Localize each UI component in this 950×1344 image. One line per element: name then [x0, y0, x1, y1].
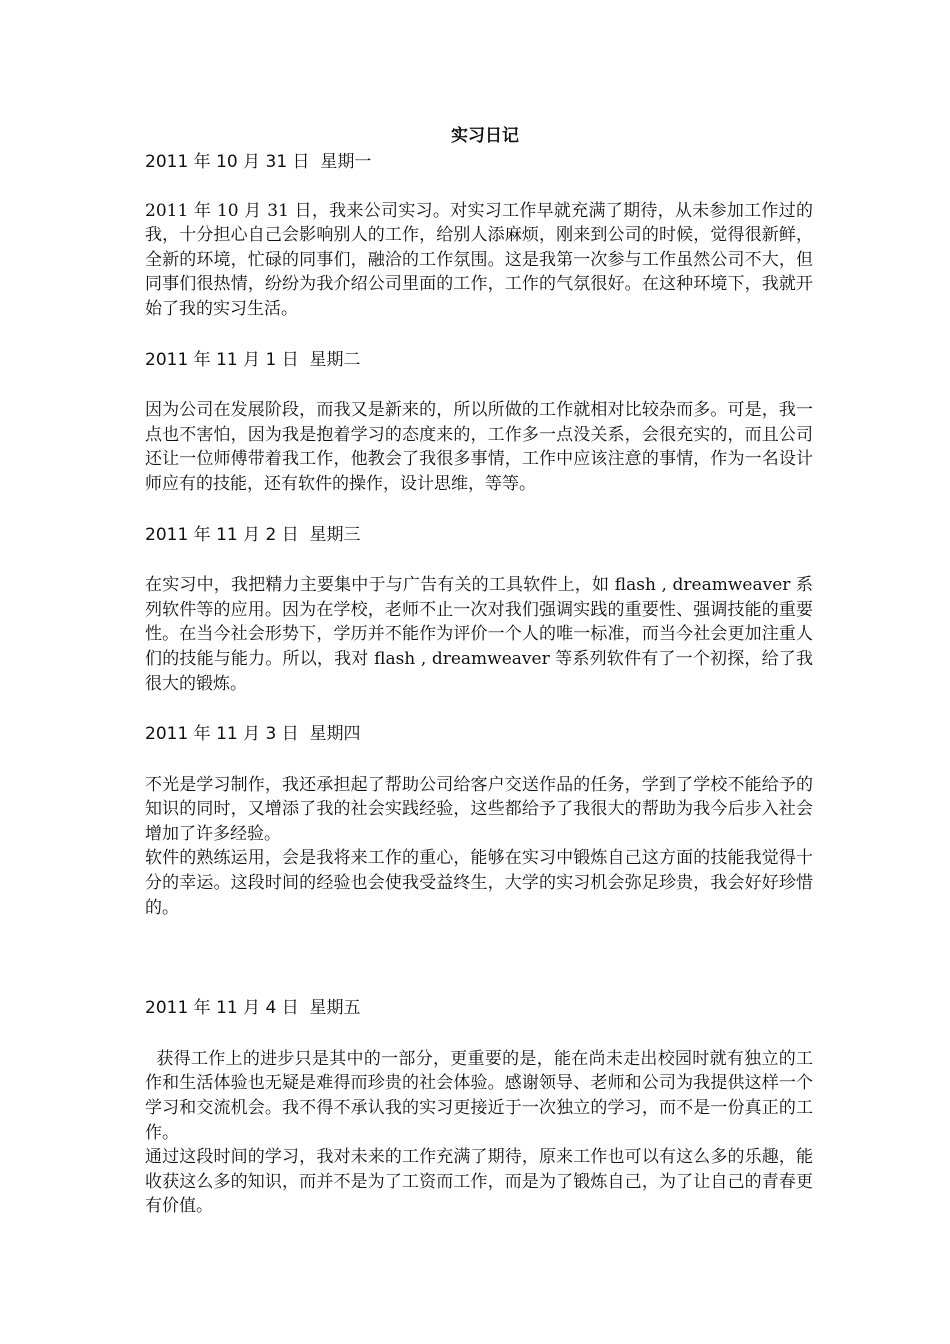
entry-paragraph: 不光是学习制作，我还承担起了帮助公司给客户交送作品的任务，学到了学校不能给予的知识的同时，又增添了我的社会实践经验，这些都给予了我很大的帮助为我今后步入社会增加了许多经验。	[145, 774, 813, 844]
spacer	[145, 322, 813, 348]
entry-date: 2011 年 10 月 31 日 星期一	[145, 152, 372, 172]
document-page	[145, 122, 813, 1219]
entry-date: 2011 年 11 月 3 日 星期四	[145, 724, 361, 745]
entry-paragraph: 在实习中，我把精力主要集中于与广告有关的工具软件上，如 flash , dreamweaver 系列软件等的应用。因为在学校，老师不止一次对我们强调实践的重要性、强调技能的重要性。在当今社会形势下，学历并不能作为评价一个人的唯一标准，而当今社会更加注重人们的技能与能力。所以，我对 flash , dreamweaver 等系列软件有了一个初探，给了我很大的锻炼。	[145, 575, 813, 694]
entry-paragraph: 因为公司在发展阶段，而我又是新来的，所以所做的工作就相对比较杂而多。可是，我一点也不害怕，因为我是抱着学习的态度来的，工作多一点没关系，会很充实的，而且公司还让一位师傅带着我工作，他教会了我很多事情，工作中应该注意的事情，作为一名设计师应有的技能，还有软件的操作，设计思维，等等。	[145, 400, 813, 494]
entry-paragraph: 2011 年 10 月 31 日，我来公司实习。对实习工作早就充满了期待，从未参加工作过的我，十分担心自己会影响别人的工作，给别人添麻烦，刚来到公司的时候，觉得很新鲜，全新的环境，忙碌的同事们，融洽的工作氛围。这是我第一次参与工作虽然公司不大，但同事们很热情，纷纷为我介绍公司里面的工作，工作的气氛很好。在这种环境下，我就开始了我的实习生活。	[145, 200, 813, 319]
spacer	[145, 1021, 813, 1047]
document-title: 实习日记	[451, 126, 519, 146]
entry-paragraph: 软件的熟练运用，会是我将来工作的重心，能够在实习中锻炼自己这方面的技能我觉得十分的幸运。这段时间的经验也会使我受益终生，大学的实习机会弥足珍贵，我会好好珍惜的。	[145, 848, 813, 918]
spacer	[145, 696, 813, 722]
spacer	[145, 547, 813, 573]
spacer	[145, 175, 813, 199]
spacer	[145, 920, 813, 996]
entry-date: 2011 年 11 月 1 日 星期二	[145, 349, 361, 370]
spacer	[145, 747, 813, 773]
entry-date: 2011 年 11 月 2 日 星期三	[145, 524, 361, 545]
spacer	[145, 372, 813, 398]
spacer	[145, 497, 813, 523]
entry-date: 2011 年 11 月 4 日 星期五	[145, 998, 361, 1019]
entry-paragraph: 获得工作上的进步只是其中的一部分，更重要的是，能在尚未走出校园时就有独立的工作和生活体验也无疑是难得而珍贵的社会体验。感谢领导、老师和公司为我提供这样一个学习和交流机会。我不得不承认我的实习更接近于一次独立的学习，而不是一份真正的工作。	[145, 1048, 814, 1143]
entry-paragraph: 通过这段时间的学习，我对未来的工作充满了期待，原来工作也可以有这么多的乐趣，能收获这么多的知识，而并不是为了工资而工作，而是为了锻炼自己，为了让自己的青春更有价值。	[145, 1147, 813, 1217]
